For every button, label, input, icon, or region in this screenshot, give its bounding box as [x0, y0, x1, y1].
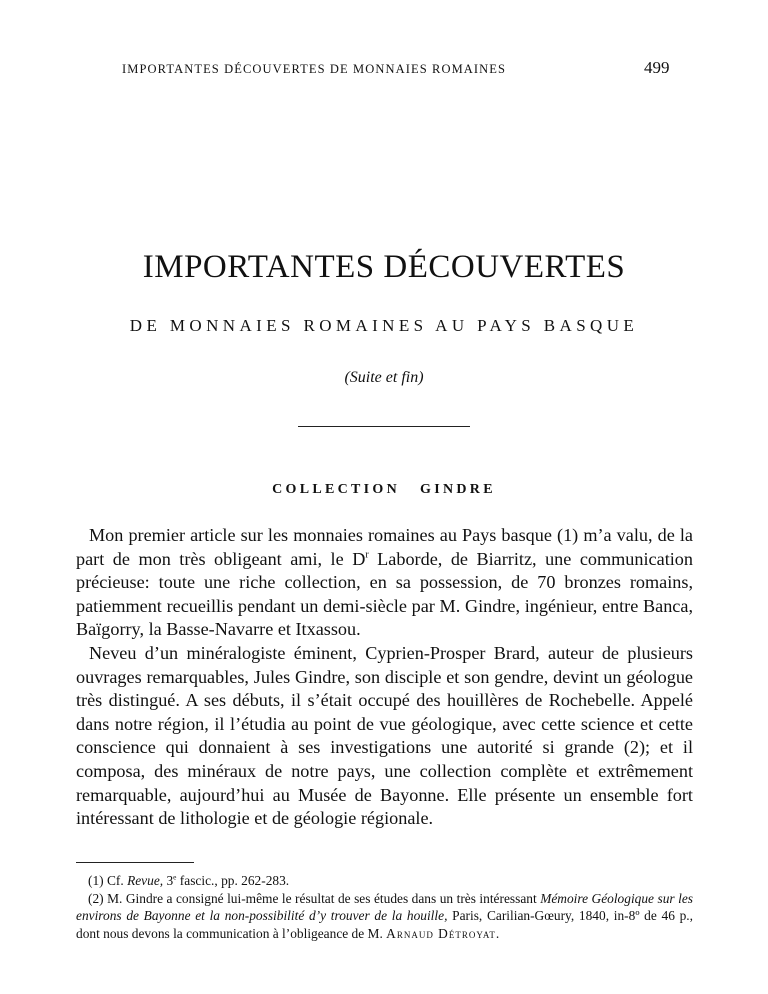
footnote-1-text-cont: 3 [163, 873, 174, 888]
paragraph-1-text-cont: Laborde, de Biarritz, une communication précieuse: toute une riche collection, en sa possession, de 70 bronzes romains, patiemment recueillis pendant un demi-siècle par M. Gindre, ingénieur, entre Banca, Baïgorry, la Basse-Navarre et Itxassou. [76, 548, 693, 640]
footnote-2 [76, 890, 693, 943]
paragraph-1-text: Mon premier article sur les monnaies romaines au Pays basque (1) m’a valu, de la part de mon très obligeant ami, le D [76, 525, 693, 569]
section-heading-word-1: COLLECTION [272, 482, 401, 497]
doctor-superscript: r [365, 549, 369, 561]
footnote-2-italic-title: Mémoire Géologique sur les environs de Bayonne et la non-possibilité d’y trouver de la houille, [76, 890, 693, 923]
footnote-1-text-end: fascic., pp. 262-283. [176, 873, 290, 888]
footnote-1-italic: Revue, [127, 873, 164, 888]
footnote-divider [76, 862, 194, 863]
article-subtitle: DE MONNAIES ROMAINES AU PAYS BASQUE [129, 316, 639, 335]
footnote-2-text-cont: Paris, Carilian-Gœury, 1840, in-8º de 46 p., dont nous devons la communication à l’obligeance de M. [76, 908, 693, 941]
footnote-1 [76, 872, 693, 890]
body-text [76, 524, 693, 831]
footnote-2-end: . [495, 925, 500, 941]
footnote-1-superscript: e [173, 872, 177, 882]
section-heading-word-2: GINDRE [420, 482, 496, 497]
title-divider [298, 426, 470, 427]
continuation-note: (Suite et fin) [344, 369, 424, 386]
paragraph-2: Neveu d’un minéralogiste éminent, Cyprien-Prosper Brard, auteur de plusieurs ouvrages remarquables, Jules Gindre, son disciple et son gendre, devint un géologue très distingué. A ses débuts, il s’était occupé des houillères de Rochebelle. Appelé dans notre région, il l’étudia au point de vue géologique, avec cette science et cette conscience qui donnaient à ses investigations une autorité si grande (2); et il composa, des minéraux de notre pays, une collection complète et extrêmement remarquable, aujourd’hui au Musée de Bayonne. Elle présente un ensemble fort intéressant de lithologie et de géologie régionale. [76, 642, 693, 829]
footnote-2-text: (2) M. Gindre a consigné lui-même le résultat de ses études dans un très intéressant [88, 890, 541, 906]
article-title: IMPORTANTES DÉCOUVERTES [142, 249, 626, 285]
footnotes [76, 872, 693, 942]
paragraph-1 [76, 524, 693, 642]
running-head: IMPORTANTES DÉCOUVERTES DE MONNAIES ROMAINES [122, 62, 507, 76]
section-heading [0, 482, 768, 498]
page-number: 499 [644, 58, 670, 77]
footnote-2-author-name: Arnaud Détroyat [386, 925, 496, 941]
footnote-1-text: (1) Cf. [88, 873, 128, 888]
